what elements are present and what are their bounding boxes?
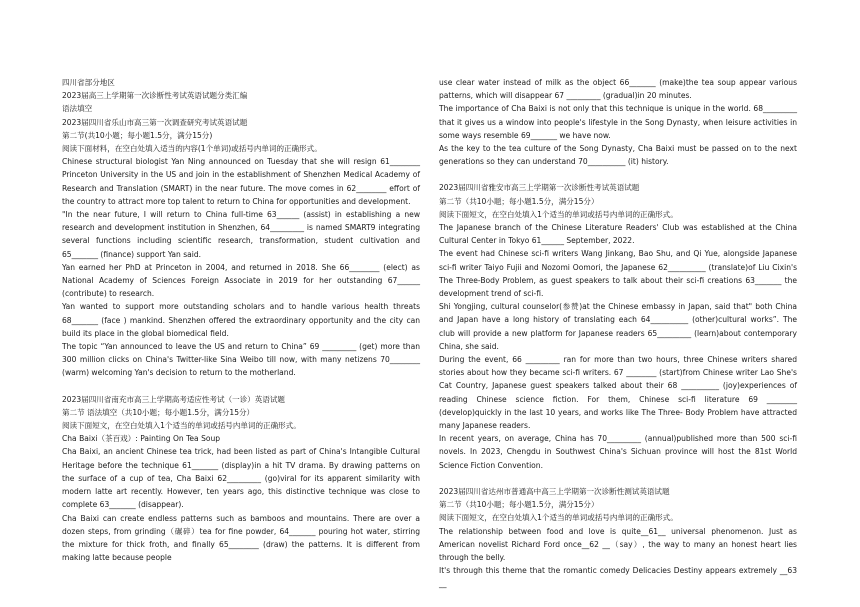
passage-paragraph: Cha Baixi, an ancient Chinese tea trick, had been listed as part of China's Intangible Cultural Heritage before the technique 61_______ (display)in a hit TV drama. By drawing patterns on the surface of a cup of tea, Cha Baixi 62_________ (go)viral for its apparent similarity with modern latte art recently. However, ten years ago, this distinctive technique was close to complete 63_______ (disappear). — [62, 447, 420, 510]
exam-title: 2023届四川省乐山市高三第一次调查研究考试英语试题 — [62, 117, 248, 127]
instruction: 阅读下面材料，在空白处填入适当的内容(1个单词)或括号内单词的正确形式。 — [62, 144, 322, 154]
part-heading: 第二节 语法填空（共10小题；每小题1.5分，满分15分） — [62, 407, 255, 417]
part-heading: 第二节（共10小题；每小题1.5分，满分15分） — [439, 500, 599, 510]
spacer — [439, 168, 797, 181]
section-title: 语法填空 — [62, 104, 93, 114]
exam-title: 2023届四川省南充市高三上学期高考适应性考试（一诊）英语试题 — [62, 394, 285, 404]
passage-paragraph: use clear water instead of milk as the object 66_______ (make)the tea soup appear various patterns, which will disappear 67 _________ (gradual)in 20 minutes. — [439, 78, 797, 101]
passage-paragraph: Shi Yongjing, cultural counselor(参赞)at the Chinese embassy in Japan, said that" both China and Japan have a long history of translating each 64__________ (other)cultural works”. The club will provide a new platform for Japanese readers 65_________ (learn)about contemporary China, she said. — [439, 302, 797, 351]
passage-paragraph: The event had Chinese sci-fi writers Wang Jinkang, Bao Shu, and Qi Yue, alongside Japanese sci-fi writer Taiyo Fujii and Nozomi Oomori, the Japanese 62__________ (translate)of Liu Cixin's The Three-Body Problem, as guest speakers to talk about their sci-fi creations 63_______ the development trend of sci-fi. — [439, 249, 797, 299]
passage-paragraph: Cha Baixi can create endless patterns such as bamboos and mountains. There are over a dozen steps, from grinding（碾碎）tea for fine powder, 64_______ pouring hot water, stirring the mixture for thick froth, and finally 65________ (draw) the patterns. It is different from making latte because people — [62, 513, 420, 563]
passage-paragraph: During the event, 66 _________ ran for more than two hours, three Chinese writers shared stories about how they became sci-fi writers. 67 ________ (start)from Chinese writer Lao She's Cat Country, Japanese guest speakers talked about their 68 __________ (joy)experiences of reading Chinese science fiction. For them, Chinese sci-fi literature 69 ________ (develop)quickly in the last 10 years, and works like The Three- Body Problem have attracted many Japanese readers. — [439, 355, 797, 431]
spacer — [62, 380, 420, 393]
instruction: 阅读下面短文，在空白处填入1个适当的单词或括号内单词的正确形式。 — [62, 421, 301, 431]
passage-paragraph: Chinese structural biologist Yan Ning announced on Tuesday that she will resign 61________ Princeton University in the US and join in the establishment of Shenzhen Medical Academy of Research and Translation (SMART) in the near future. The move comes in 62________ effort of the country to attract more top talent to return to China for opportunities and development. — [62, 157, 420, 206]
passage-paragraph: As the key to the tea culture of the Song Dynasty, Cha Baixi must be passed on to the next generations so they can understand 70__________ (it) history. — [439, 144, 797, 167]
passage-paragraph: In recent years, on average, China has 70_________ (annual)published more than 500 sci-fi novels. In 2023, Chengdu in Southwest China's Sichuan province will host the 81st World Science Fiction Convention. — [439, 434, 797, 470]
passage-paragraph: The topic “Yan announced to leave the US and return to China” 69 _________ (get) more than 300 million clicks on China's Twitter-like Sina Weibo till now, with many netizens 70________ (warm) welcoming Yan's decision to return to the motherland. — [62, 342, 420, 378]
passage-paragraph: The importance of Cha Baixi is not only that this technique is unique in the world. 68_________ that it gives us a window into people's lifestyle in the Song Dynasty, when leisure activities in some ways resemble 69_______ we have now. — [439, 104, 797, 140]
collection-title: 2023届高三上学期第一次诊断性考试英语试题分类汇编 — [62, 91, 248, 101]
passage-paragraph: Yan earned her PhD at Princeton in 2004, and returned in 2018. She 66________ (elect) as National Academy of Sciences Foreign Associate in 2019 for her outstanding 67______ (contribute) to research. — [62, 262, 420, 299]
passage-paragraph: The relationship between food and love is quite__61__ universal phenomenon. Just as American novelist Richard Ford once__62 __（say）, the way to many an honest heart lies through the belly. — [439, 526, 797, 562]
passage-title: Cha Baixi（茶百戏）: Painting On Tea Soup — [62, 434, 221, 444]
spacer — [439, 472, 797, 485]
instruction: 阅读下面短文，在空白处填入1个适当的单词或括号内单词的正确形式。 — [439, 513, 678, 523]
left-column — [62, 76, 420, 564]
part-heading: 第二节（共10小题；每小题1.5分，满分15分） — [439, 196, 599, 206]
region-heading: 四川省部分地区 — [62, 78, 115, 87]
passage-paragraph: It's through this theme that the romantic comedy Delicacies Destiny appears extremely __63 __ — [439, 566, 797, 589]
part-heading: 第二节(共10小题；每小题1.5分，满分15分) — [62, 130, 213, 140]
exam-title: 2023届四川省达州市普通高中高三上学期第一次诊断性测试英语试题 — [439, 486, 670, 496]
passage-paragraph: Yan wanted to support more outstanding scholars and to handle various health threats 68_______ (face ) mankind. Shenzhen offered the extraordinary opportunity and the city can build its place in the global biomedical field. — [62, 302, 420, 338]
passage-paragraph: The Japanese branch of the Chinese Literature Readers' Club was established at the China Cultural Center in Tokyo 61______ September, 2022. — [439, 223, 797, 246]
right-column — [439, 76, 797, 591]
exam-title: 2023届四川省雅安市高三上学期第一次诊断性考试英语试题 — [439, 183, 640, 193]
instruction: 阅读下面短文，在空白处填入1个适当的单词或括号内单词的正确形式。 — [439, 209, 678, 219]
passage-paragraph: "In the near future, I will return to China full-time 63______ (assist) in establishing a new research and development institution in Shenzhen, 64_________ is named SMART9 integrating several functions including scientific research, transformation, student cultivation and 65_______ (finance) support Yan said. — [62, 210, 420, 259]
